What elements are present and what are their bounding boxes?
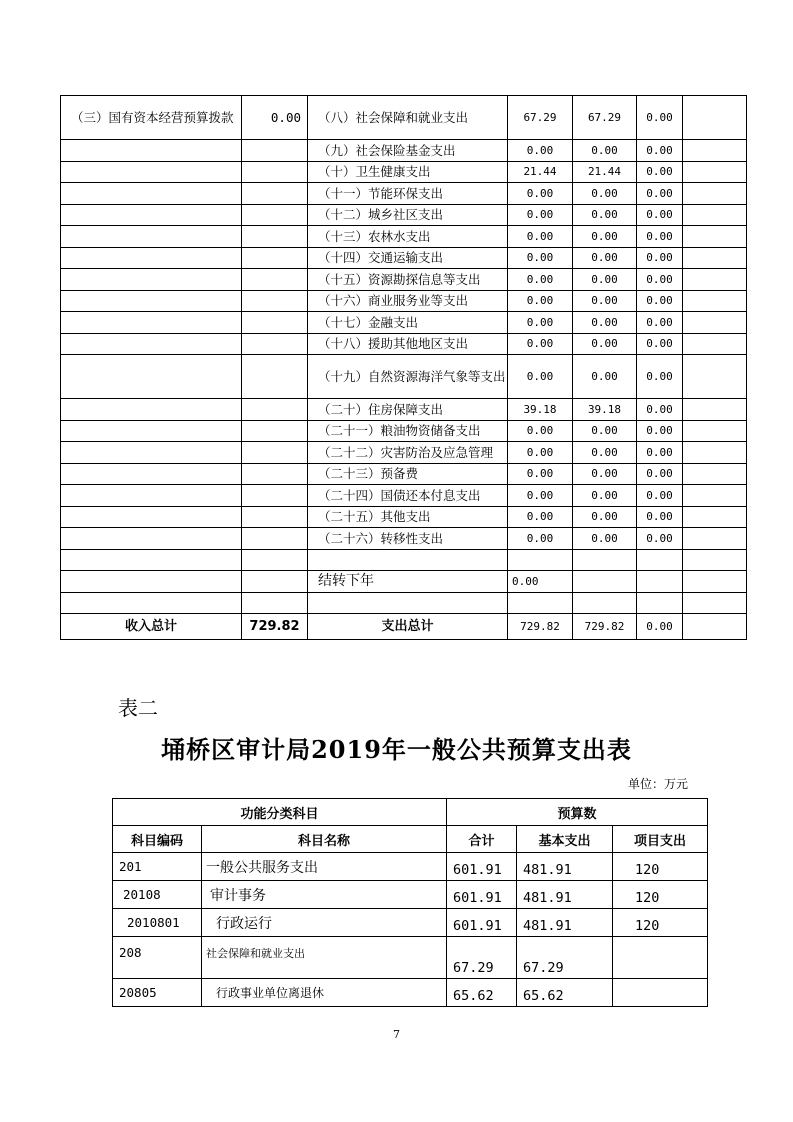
empty-cell	[683, 592, 747, 614]
value-cell: 0.00	[637, 226, 683, 248]
subject-name-cell: 审计事务	[202, 881, 447, 909]
empty-cell	[61, 204, 242, 226]
carryover-label: 结转下年	[308, 571, 508, 593]
value-cell: 0.00	[573, 140, 637, 162]
empty-cell	[242, 333, 308, 355]
empty-cell	[683, 96, 747, 140]
value-cell: 0.00	[508, 312, 573, 334]
func-class-header: 功能分类科目	[113, 799, 447, 826]
table-row	[61, 463, 747, 485]
expense-item-cell: （二十六）转移性支出	[308, 528, 508, 550]
empty-cell	[683, 399, 747, 421]
empty-cell	[61, 247, 242, 269]
subject-code-cell: 20108	[113, 881, 202, 909]
empty-cell	[61, 161, 242, 183]
table-row	[61, 355, 747, 399]
empty-cell	[61, 485, 242, 507]
expense-item-cell: （二十）住房保障支出	[308, 399, 508, 421]
empty-cell	[683, 312, 747, 334]
carryover-row	[61, 571, 747, 593]
value-cell: 0.00	[508, 204, 573, 226]
value-cell: 0.00	[637, 290, 683, 312]
project-cell	[613, 979, 708, 1007]
project-cell: 120	[613, 881, 708, 909]
empty-cell	[242, 420, 308, 442]
table-row	[61, 269, 747, 291]
empty-cell	[637, 571, 683, 593]
expense-item-cell: （十一）节能环保支出	[308, 183, 508, 205]
value-cell: 0.00	[573, 355, 637, 399]
empty-cell	[61, 399, 242, 421]
value-cell: 0.00	[573, 420, 637, 442]
empty-cell	[683, 333, 747, 355]
total-cell: 601.91	[447, 909, 517, 937]
value-cell: 0.00	[573, 183, 637, 205]
empty-cell	[61, 528, 242, 550]
table-row	[113, 937, 708, 979]
value-cell: 0.00	[637, 183, 683, 205]
total-header: 合计	[447, 826, 517, 853]
value-cell: 0.00	[573, 247, 637, 269]
value-cell: 39.18	[573, 399, 637, 421]
empty-cell	[242, 399, 308, 421]
expense-item-cell: （十六）商业服务业等支出	[308, 290, 508, 312]
subject-name-cell: 行政运行	[202, 909, 447, 937]
empty-cell	[242, 204, 308, 226]
expense-total-value: 0.00	[637, 614, 683, 640]
expense-item-cell: （二十二）灾害防治及应急管理	[308, 442, 508, 464]
expense-item-cell: （十七）金融支出	[308, 312, 508, 334]
expense-item-cell: （十五）资源勘探信息等支出	[308, 269, 508, 291]
empty-cell	[683, 485, 747, 507]
value-cell: 67.29	[508, 96, 573, 140]
value-cell: 39.18	[508, 399, 573, 421]
value-cell: 0.00	[508, 333, 573, 355]
project-cell: 120	[613, 909, 708, 937]
header-row	[113, 799, 708, 826]
empty-cell	[242, 269, 308, 291]
value-cell: 0.00	[573, 463, 637, 485]
value-cell: 0.00	[508, 140, 573, 162]
empty-cell	[683, 355, 747, 399]
empty-cell	[683, 161, 747, 183]
value-cell: 0.00	[573, 528, 637, 550]
table-row	[61, 442, 747, 464]
value-cell: 0.00	[508, 485, 573, 507]
expense-item-cell: （十八）援助其他地区支出	[308, 333, 508, 355]
table-row	[113, 979, 708, 1007]
empty-cell	[61, 442, 242, 464]
table-row	[61, 333, 747, 355]
value-cell: 0.00	[637, 161, 683, 183]
table-row	[61, 290, 747, 312]
empty-cell	[61, 226, 242, 248]
subject-name-cell: 一般公共服务支出	[202, 853, 447, 881]
basic-cell: 65.62	[517, 979, 613, 1007]
empty-cell	[242, 226, 308, 248]
empty-cell	[242, 312, 308, 334]
income-total-value: 729.82	[242, 614, 308, 640]
table-row	[113, 853, 708, 881]
expense-total-value: 729.82	[508, 614, 573, 640]
table-row	[61, 247, 747, 269]
table-row	[61, 226, 747, 248]
project-header: 项目支出	[613, 826, 708, 853]
table-row	[61, 549, 747, 571]
empty-cell	[242, 592, 308, 614]
table-row	[61, 485, 747, 507]
project-cell: 120	[613, 853, 708, 881]
value-cell: 0.00	[637, 528, 683, 550]
value-cell: 0.00	[637, 355, 683, 399]
basic-cell: 481.91	[517, 853, 613, 881]
expense-item-cell: （九）社会保险基金支出	[308, 140, 508, 162]
general-budget-expense-table	[112, 798, 708, 1007]
table-row	[61, 528, 747, 550]
empty-cell	[508, 592, 573, 614]
value-cell: 0.00	[508, 183, 573, 205]
basic-cell: 67.29	[517, 937, 613, 979]
expense-item-cell: （八）社会保障和就业支出	[308, 96, 508, 140]
total-cell: 601.91	[447, 853, 517, 881]
empty-cell	[242, 485, 308, 507]
value-cell: 0.00	[508, 506, 573, 528]
table-row	[61, 204, 747, 226]
empty-cell	[61, 183, 242, 205]
value-cell: 21.44	[508, 161, 573, 183]
empty-cell	[242, 247, 308, 269]
value-cell: 0.00	[637, 485, 683, 507]
income-item-cell: （三）国有资本经营预算拨款	[61, 96, 242, 140]
empty-cell	[683, 442, 747, 464]
table-row	[61, 140, 747, 162]
subject-code-cell: 20805	[113, 979, 202, 1007]
empty-cell	[683, 247, 747, 269]
value-cell: 0.00	[637, 312, 683, 334]
value-cell: 0.00	[637, 399, 683, 421]
empty-cell	[573, 549, 637, 571]
empty-cell	[637, 592, 683, 614]
budget-header: 预算数	[447, 799, 708, 826]
empty-cell	[242, 506, 308, 528]
total-cell: 67.29	[447, 937, 517, 979]
income-total-label: 收入总计	[61, 614, 242, 640]
unit-label: 单位：万元	[628, 777, 689, 791]
value-cell: 0.00	[508, 420, 573, 442]
empty-cell	[242, 161, 308, 183]
subject-code-cell: 201	[113, 853, 202, 881]
basic-header: 基本支出	[517, 826, 613, 853]
empty-cell	[242, 140, 308, 162]
value-cell: 0.00	[573, 226, 637, 248]
value-cell: 0.00	[637, 506, 683, 528]
table-row	[61, 96, 747, 140]
expense-item-cell: （二十五）其他支出	[308, 506, 508, 528]
empty-cell	[61, 269, 242, 291]
table-label: 表二	[118, 696, 158, 720]
expense-item-cell: （十九）自然资源海洋气象等支出	[308, 355, 508, 399]
empty-cell	[242, 571, 308, 593]
value-cell: 0.00	[637, 420, 683, 442]
expense-item-cell: （十三）农林水支出	[308, 226, 508, 248]
empty-cell	[242, 355, 308, 399]
expense-item-cell: （十四）交通运输支出	[308, 247, 508, 269]
carryover-value: 0.00	[508, 571, 573, 593]
value-cell: 0.00	[508, 442, 573, 464]
table-row	[61, 312, 747, 334]
empty-cell	[242, 183, 308, 205]
expense-total-label: 支出总计	[308, 614, 508, 640]
empty-cell	[61, 592, 242, 614]
project-cell	[613, 937, 708, 979]
expense-item-cell: （二十三）预备费	[308, 463, 508, 485]
empty-cell	[61, 290, 242, 312]
value-cell: 0.00	[573, 269, 637, 291]
expense-item-cell: （二十四）国债还本付息支出	[308, 485, 508, 507]
page-number: 7	[393, 1028, 400, 1041]
empty-cell	[242, 442, 308, 464]
empty-cell	[683, 226, 747, 248]
value-cell: 67.29	[573, 96, 637, 140]
empty-cell	[61, 463, 242, 485]
subject-name-cell: 社会保障和就业支出	[202, 937, 447, 979]
empty-cell	[683, 549, 747, 571]
value-cell: 0.00	[573, 204, 637, 226]
expense-item-cell: （十）卫生健康支出	[308, 161, 508, 183]
value-cell: 0.00	[508, 355, 573, 399]
expense-total-value: 729.82	[573, 614, 637, 640]
value-cell: 0.00	[637, 140, 683, 162]
empty-cell	[242, 549, 308, 571]
value-cell: 0.00	[573, 442, 637, 464]
income-expense-summary-table	[60, 95, 747, 640]
expense-item-cell: （十二）城乡社区支出	[308, 204, 508, 226]
empty-cell	[61, 140, 242, 162]
table-row	[61, 399, 747, 421]
income-amount-cell: 0.00	[242, 96, 308, 140]
empty-cell	[683, 183, 747, 205]
table-row	[61, 161, 747, 183]
empty-cell	[508, 549, 573, 571]
table-row	[113, 881, 708, 909]
empty-cell	[242, 528, 308, 550]
subject-code-cell: 2010801	[113, 909, 202, 937]
value-cell: 0.00	[637, 269, 683, 291]
value-cell: 0.00	[573, 485, 637, 507]
value-cell: 0.00	[508, 290, 573, 312]
empty-cell	[308, 592, 508, 614]
empty-cell	[61, 571, 242, 593]
value-cell: 0.00	[637, 247, 683, 269]
header-row	[113, 826, 708, 853]
empty-cell	[683, 528, 747, 550]
table-row	[61, 183, 747, 205]
table-row	[61, 506, 747, 528]
subject-name-cell: 行政事业单位离退休	[202, 979, 447, 1007]
totals-row	[61, 614, 747, 640]
empty-cell	[573, 571, 637, 593]
value-cell: 0.00	[637, 204, 683, 226]
value-cell: 0.00	[508, 247, 573, 269]
empty-cell	[61, 506, 242, 528]
value-cell: 0.00	[573, 333, 637, 355]
table-row	[61, 420, 747, 442]
value-cell: 0.00	[508, 463, 573, 485]
empty-cell	[308, 549, 508, 571]
empty-cell	[242, 463, 308, 485]
table-row	[113, 909, 708, 937]
value-cell: 21.44	[573, 161, 637, 183]
value-cell: 0.00	[637, 333, 683, 355]
empty-cell	[683, 204, 747, 226]
code-header: 科目编码	[113, 826, 202, 853]
value-cell: 0.00	[637, 463, 683, 485]
empty-cell	[683, 506, 747, 528]
value-cell: 0.00	[573, 290, 637, 312]
total-cell: 65.62	[447, 979, 517, 1007]
basic-cell: 481.91	[517, 909, 613, 937]
empty-cell	[637, 549, 683, 571]
empty-cell	[61, 333, 242, 355]
expense-item-cell: （二十一）粮油物资储备支出	[308, 420, 508, 442]
empty-cell	[683, 614, 747, 640]
empty-cell	[683, 571, 747, 593]
empty-cell	[61, 549, 242, 571]
subject-code-cell: 208	[113, 937, 202, 979]
value-cell: 0.00	[573, 312, 637, 334]
basic-cell: 481.91	[517, 881, 613, 909]
name-header: 科目名称	[202, 826, 447, 853]
empty-cell	[683, 463, 747, 485]
empty-cell	[61, 355, 242, 399]
empty-cell	[61, 420, 242, 442]
empty-cell	[683, 420, 747, 442]
value-cell: 0.00	[508, 528, 573, 550]
empty-cell	[61, 312, 242, 334]
value-cell: 0.00	[637, 442, 683, 464]
empty-cell	[683, 290, 747, 312]
empty-cell	[683, 269, 747, 291]
value-cell: 0.00	[508, 226, 573, 248]
value-cell: 0.00	[508, 269, 573, 291]
empty-cell	[242, 290, 308, 312]
empty-cell	[573, 592, 637, 614]
total-cell: 601.91	[447, 881, 517, 909]
value-cell: 0.00	[573, 506, 637, 528]
value-cell: 0.00	[637, 96, 683, 140]
empty-cell	[683, 140, 747, 162]
table-row	[61, 592, 747, 614]
page-title: 埇桥区审计局2019年一般公共预算支出表	[161, 735, 632, 764]
